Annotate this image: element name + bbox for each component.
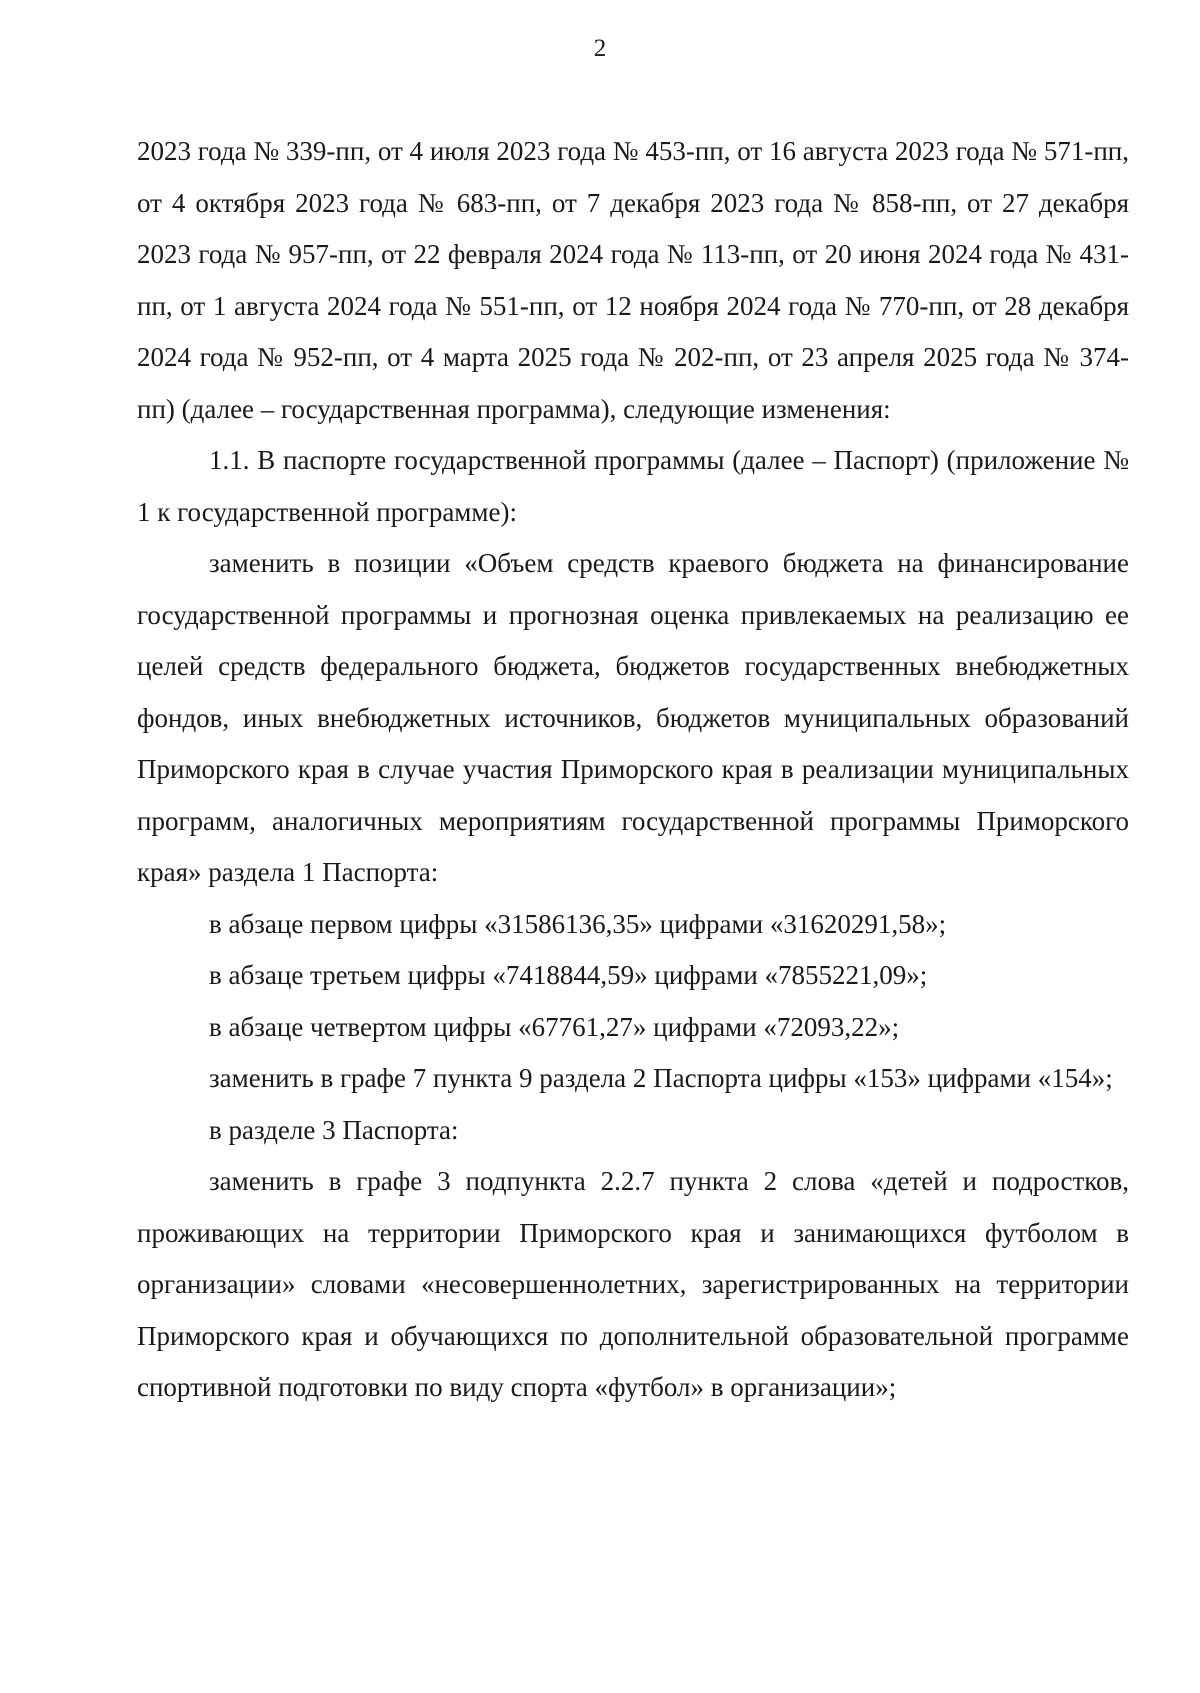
paragraph-abzac-fourth: в абзаце четвертом цифры «67761,27» цифрами «72093,22»; — [209, 1011, 900, 1042]
page-number: 2 — [593, 35, 607, 62]
paragraph-abzac-first: в абзаце первом цифры «31586136,35» цифрами «31620291,58»; — [209, 908, 947, 939]
paragraph-grafa-3: заменить в графе 3 подпункта 2.2.7 пункта 2 слова «детей и подростков, проживающих на территории Приморского края и занимающихся футболом в организации» словами «несовершеннолетних, зарегистрированных на территории Приморского края и обучающихся по дополнительной образовательной программе спортивной подготовки по виду спорта «футбол» в организации»; — [137, 1166, 1129, 1402]
paragraph-section-3: в разделе 3 Паспорта: — [209, 1114, 459, 1145]
paragraph-1-1: 1.1. В паспорте государственной программы (далее – Паспорт) (приложение № 1 к государственной программе): — [137, 445, 1129, 527]
paragraph-replace-position: заменить в позиции «Объем средств краевого бюджета на финансирование государственной программы и прогнозная оценка привлекаемых на реализацию ее целей средств федерального бюджета, бюджетов государственных внебюджетных фондов, иных внебюджетных источников, бюджетов муниципальных образований Приморского края в случае участия Приморского края в реализации муниципальных программ, аналогичных мероприятиям государственной программы Приморского края» раздела 1 Паспорта: — [137, 548, 1129, 887]
paragraph-intro-continuation: 2023 года № 339-пп, от 4 июля 2023 года № 453-пп, от 16 августа 2023 года № 571-пп, от 4 октября 2023 года № 683-пп, от 7 декабря 2023 года № 858-пп, от 27 декабря 2023 года № 957-пп, от 22 февраля 2024 года № 113-пп, от 20 июня 2024 года № 431-пп, от 1 августа 2024 года № 551-пп, от 12 ноября 2024 года № 770-пп, от 28 декабря 2024 года № 952-пп, от 4 марта 2025 года № 202-пп, от 23 апреля 2025 года № 374-пп) (далее – государственная программа), следующие изменения: — [137, 136, 1129, 424]
paragraph-grafa-7: заменить в графе 7 пункта 9 раздела 2 Паспорта цифры «153» цифрами «154»; — [209, 1063, 1113, 1093]
document-body — [137, 126, 1129, 1414]
paragraph-abzac-third: в абзаце третьем цифры «7418844,59» цифрами «7855221,09»; — [209, 960, 928, 990]
